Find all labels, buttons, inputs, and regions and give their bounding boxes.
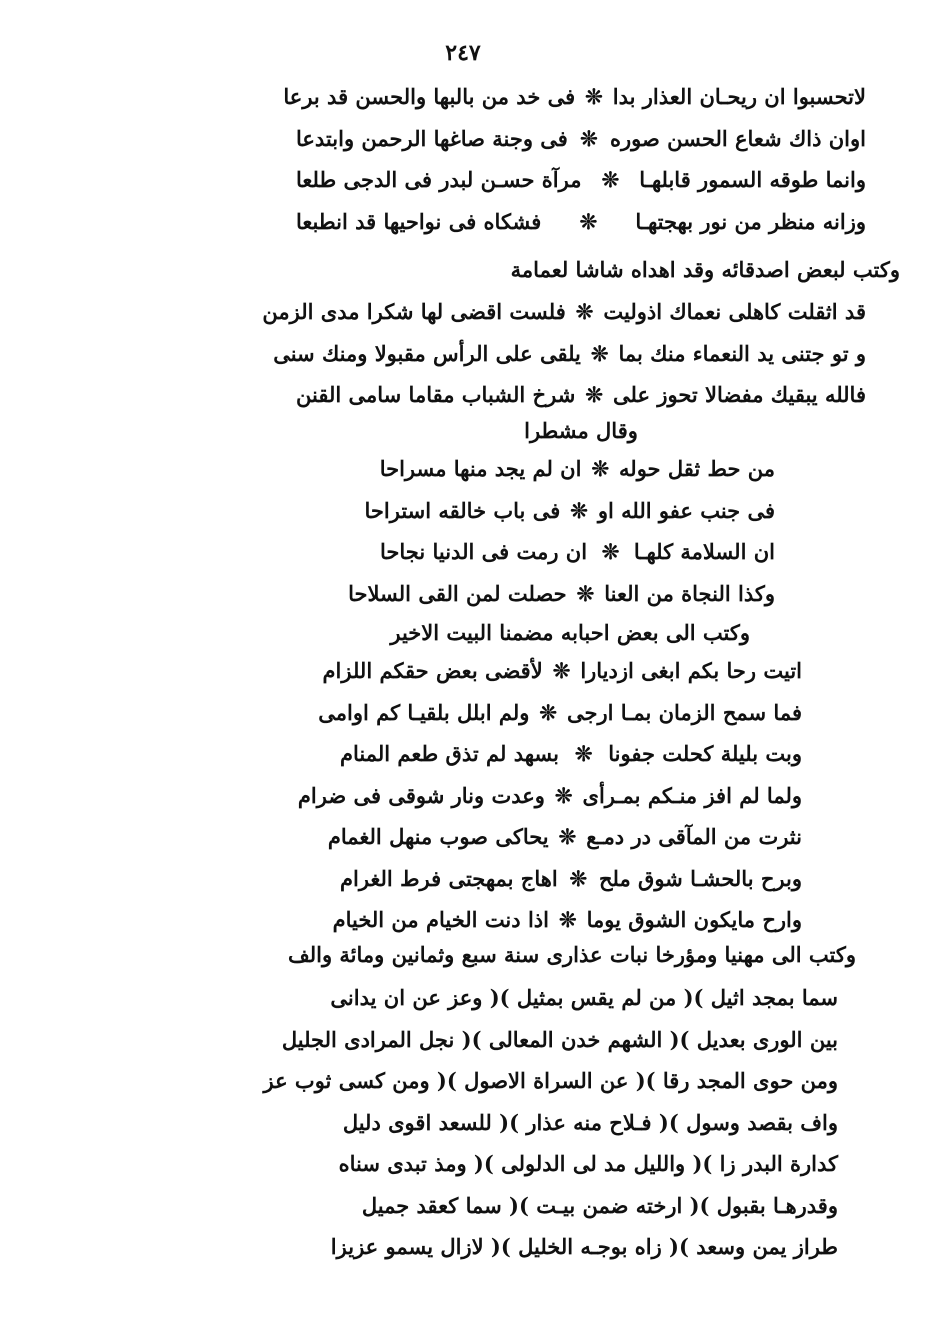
hemistich-first: وانما طوقه السمور قابلهـا <box>639 167 866 192</box>
verse <box>297 775 802 817</box>
verse-line: ومن حوى المجد رقا )( عن السراة الاصول )( ومن كسى ثوب عز <box>263 1068 838 1093</box>
verse-line: واف بقصد وسول )( فـلاح منه عذار )( للسعد اقوى دليل <box>342 1109 838 1135</box>
verse-separator: ❊ <box>576 580 595 606</box>
verse <box>273 333 866 375</box>
hemistich-first: ان السلامة كلهـا <box>633 539 775 564</box>
section-heading-1-wrap <box>296 249 900 291</box>
hemistich-first: لاتحسبوا ان ريحـان العذار بدا <box>612 84 866 109</box>
hemistich-second: حصلت لمن القى السلاحا <box>348 580 567 606</box>
verse-separator: ❊ <box>558 824 577 849</box>
hemistich-second: فى وجنة صاغها الرحمن وابتدعا <box>295 125 568 151</box>
verse-separator: ❊ <box>554 782 573 808</box>
hemistich-first: فى جنب عفو الله او <box>597 497 775 523</box>
verse <box>380 531 775 573</box>
poem-2 <box>262 291 866 416</box>
verse <box>296 159 866 201</box>
section-heading-4-wrap <box>287 934 856 976</box>
hemistich-second: لأقضى بعض حقكم اللزام <box>322 658 543 683</box>
verse-separator: ❊ <box>569 865 588 891</box>
verse <box>340 858 802 900</box>
verse <box>296 118 866 160</box>
verse-separator: ❊ <box>552 658 571 683</box>
hemistich-second: فى باب خالقه استراحا <box>364 497 561 523</box>
verse-line: سما بمجد اثيل )( من لم يقس بمثيل )( وعز عن ان يدانى <box>330 985 838 1010</box>
verse-separator: ❊ <box>585 84 603 109</box>
poem-1 <box>283 76 866 242</box>
section-heading: وكتب لبعض اصدقائه وقد اهداه شاشا لعمامة <box>510 257 900 282</box>
section-heading: وقال مشطرا <box>524 418 638 443</box>
hemistich-second: وعدت ونار شوقى فى ضرام <box>297 782 545 808</box>
verse-line: بين الورى بعديل )( الشهم خدن المعالى )( نجل المرادى الجليل <box>281 1026 838 1052</box>
hemistich-first: نثرت من المآقى در دمـع <box>586 824 802 849</box>
hemistich-first: من حط ثقل حوله <box>619 456 775 481</box>
verse-separator: ❊ <box>570 497 588 523</box>
hemistich-first: اتيت رحا بكم ابغى ازديارا <box>580 658 802 683</box>
verse-separator: ❊ <box>575 299 594 324</box>
verse <box>283 76 866 118</box>
hemistich-first: وارح مايكون الشوق يوما <box>586 907 802 932</box>
hemistich-first: وبت بليلة كحلت جفونا <box>608 741 802 766</box>
hemistich-second: اذا دنت الخيام من الخيام <box>332 907 549 932</box>
hemistich-second: اهاج بمهجتى فرط الغرام <box>339 865 558 891</box>
hemistich-second: بسهد لم تذق طعم المنام <box>339 741 559 766</box>
verse <box>262 291 866 333</box>
hemistich-first: ولما لم افز منـكم بمـرأى <box>582 782 802 808</box>
verse-separator: ❊ <box>579 208 598 234</box>
hemistich-second: فشكاه فى نواحيها قد انطبعا <box>296 208 542 234</box>
verse-separator: ❊ <box>585 382 603 407</box>
poem-3 <box>348 448 775 614</box>
hemistich-first: قد اثقلت كاهلى نعماك اذوليت <box>603 299 866 324</box>
verse <box>380 448 775 490</box>
hemistich-second: ان رمت فى الدنيا نجاحا <box>379 539 588 564</box>
verse-separator: ❊ <box>601 539 620 564</box>
verse <box>327 816 802 858</box>
verse-separator: ❊ <box>539 699 557 725</box>
hemistich-first: وبرح بالحشـا شوق ملح <box>598 865 802 891</box>
hemistich-second: ان لم يجد منها مسراحا <box>379 456 582 481</box>
hemistich-first: وكذا النجاة من العنا <box>604 580 775 606</box>
verse-separator: ❊ <box>558 907 577 932</box>
page-number: ٢٤٧ <box>445 40 481 66</box>
verse <box>318 692 802 734</box>
hemistich-first: و تو جتنى يد النعماء منك بما <box>618 340 866 366</box>
section-heading: وكتب الى مهنيا ومؤرخا نبات عذارى سنة سبع وثمانين ومائة والف <box>287 942 856 967</box>
hemistich-first: فما سمح الزمان بمـا ارجى <box>567 699 802 725</box>
verse-line: طراز يمن وسعد )( زاه بوجـه الخليل )( لازال يسمو عزيزا <box>330 1234 838 1259</box>
verse-separator: ❊ <box>591 456 610 481</box>
verse <box>322 650 802 692</box>
hemistich-second: فى خد من بالبها والحسن قد برعا <box>283 84 576 109</box>
hemistich-first: فالله يبقيك مفضالا تحوز على <box>613 382 866 407</box>
verse-separator: ❊ <box>574 741 593 766</box>
verse-separator: ❊ <box>590 340 609 366</box>
hemistich-second: مرآة حسـن لبدر فى الدجى طلعا <box>295 167 582 192</box>
verse-separator: ❊ <box>601 167 620 192</box>
hemistich-first: اوان ذاك شعاع الحسن صوره <box>610 125 866 151</box>
hemistich-second: يحاكى صوب منهل الغمام <box>327 824 549 849</box>
verse-separator: ❊ <box>580 125 598 151</box>
section-heading-2-wrap <box>296 410 866 452</box>
poem-5 <box>263 977 838 1268</box>
verse <box>340 733 802 775</box>
poem-4 <box>297 650 802 941</box>
verse <box>364 490 775 532</box>
hemistich-second: يلقى على الرأس مقبولا ومنك سنى <box>273 340 581 366</box>
hemistich-second: شرخ الشباب مقاما سامى القنن <box>296 382 576 407</box>
verse <box>296 201 866 243</box>
verse-line: وقدرهـا بقبول )( ارخته ضمن بيـت )( سما كعقد جميل <box>361 1192 838 1218</box>
hemistich-first: وزانه منظر من نور بهجتهـا <box>635 208 866 234</box>
hemistich-second: فلست اقضى لها شكرا مدى الزمن <box>262 299 566 324</box>
section-heading-3-wrap <box>380 612 750 654</box>
section-heading: وكتب الى بعض احبابه مضمنا البيت الاخير <box>390 620 750 645</box>
verse <box>348 573 775 615</box>
verse-line: كدارة البدر زا )( والليل مد لى الدلولى )( ومذ تبدى سناه <box>338 1151 838 1176</box>
hemistich-second: ولم ابلل بلقيـا كم اوامى <box>318 699 530 725</box>
